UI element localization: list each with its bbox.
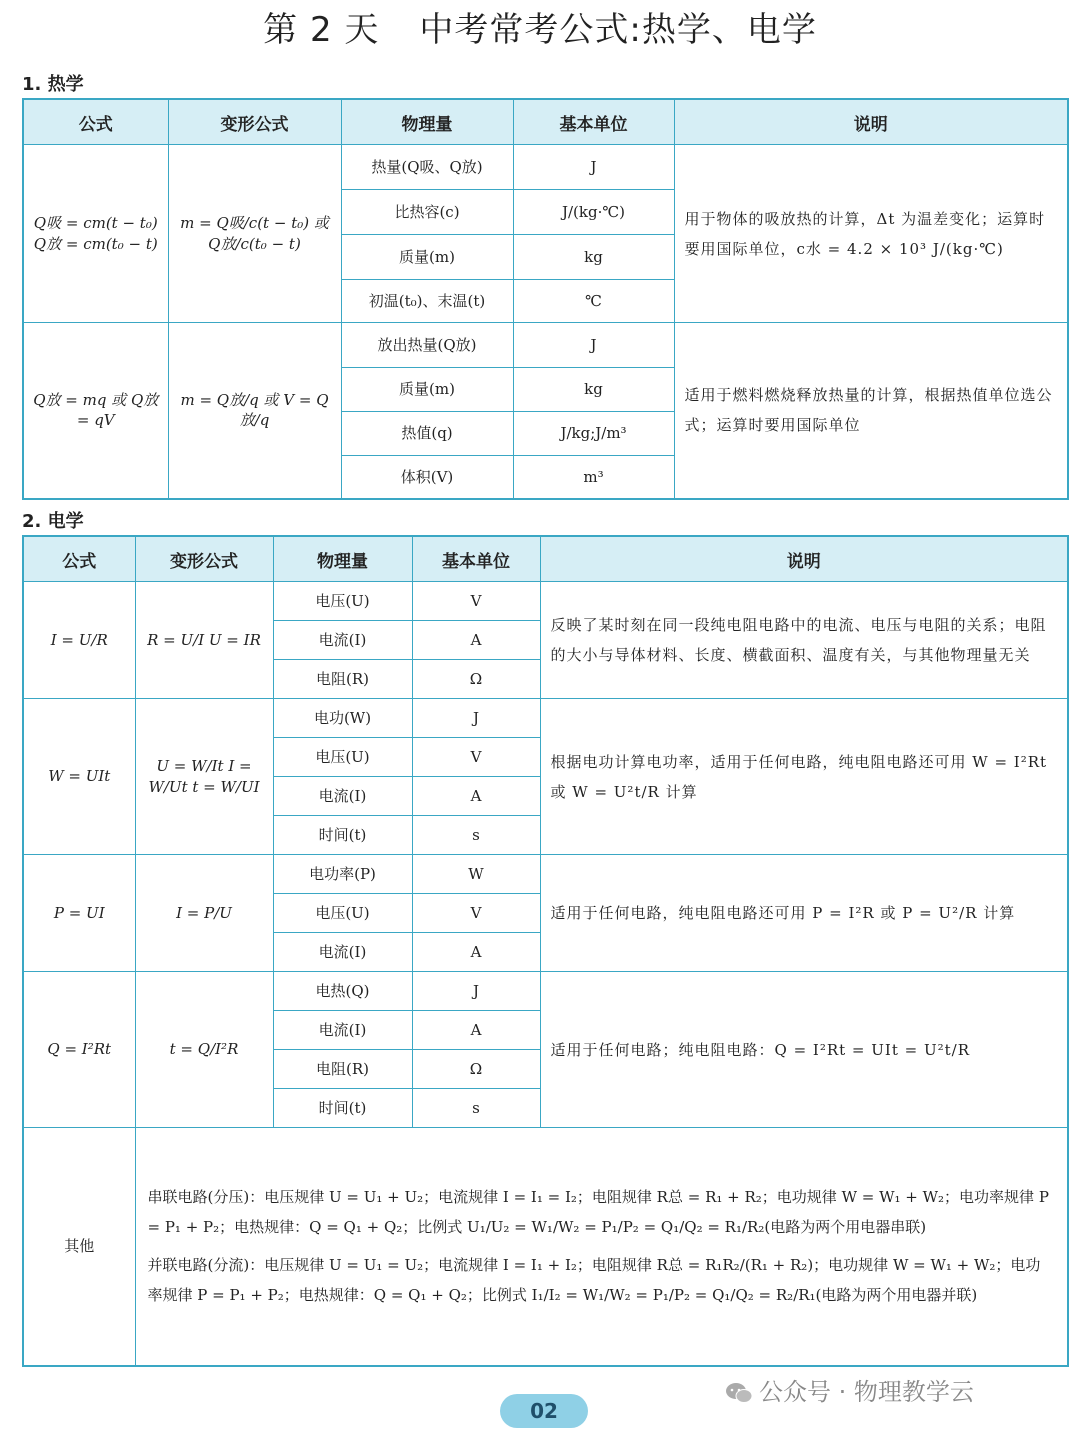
quantity-cell: 电压(U) xyxy=(273,894,412,933)
quantity-cell: 体积(V) xyxy=(341,456,513,499)
quantity-cell: 电阻(R) xyxy=(273,660,412,699)
elec-variant-1: R = U/I U = IR xyxy=(135,582,273,699)
unit-cell: V xyxy=(412,582,540,621)
heat-desc-1: 用于物体的吸放热的计算，Δt 为温差变化；运算时要用国际单位，c水 = 4.2 × 10³ J/(kg·℃) xyxy=(674,145,1068,323)
elec-formula-2: W = UIt xyxy=(23,699,135,855)
elec-header-row xyxy=(23,536,1068,582)
elec-formula-4: Q = I²Rt xyxy=(23,972,135,1128)
unit-cell: kg xyxy=(513,235,674,280)
heat-header-desc: 说明 xyxy=(674,99,1068,145)
section-heat-label: 1. 热学 xyxy=(22,74,84,95)
quantity-cell: 热值(q) xyxy=(341,412,513,456)
heat-desc-2: 适用于燃料燃烧释放热量的计算，根据热值单位选公式；运算时要用国际单位 xyxy=(674,323,1068,499)
title-day: 第 2 天 xyxy=(263,10,380,50)
heat-header-quantity: 物理量 xyxy=(341,99,513,145)
unit-cell: J xyxy=(513,145,674,190)
unit-cell: Ω xyxy=(412,660,540,699)
elec-formula-1: I = U/R xyxy=(23,582,135,699)
series-circuit-rules: 串联电路(分压)：电压规律 U = U₁ + U₂；电流规律 I = I₁ = I₂；电阻规律 R总 = R₁ + R₂；电功规律 W = W₁ + W₂；电功率规律 P = P₁ + P₂；电热规律：Q = Q₁ + Q₂；比例式 U₁/U₂ = W₁/W₂ = P₁/P₂ = Q₁/Q₂ = R₁/R₂(电路为两个用电器串联) xyxy=(147,1188,1049,1237)
section-elec-label: 2. 电学 xyxy=(22,511,84,532)
quantity-cell: 初温(t₀)、末温(t) xyxy=(341,280,513,323)
heat-formula-2: Q放 = mq 或 Q放 = qV xyxy=(23,323,168,499)
quantity-cell: 比热容(c) xyxy=(341,190,513,235)
unit-cell: s xyxy=(412,1089,540,1128)
quantity-cell: 电流(I) xyxy=(273,1011,412,1050)
page-title xyxy=(0,2,1080,51)
quantity-cell: 电热(Q) xyxy=(273,972,412,1011)
elec-desc-4: 适用于任何电路；纯电阻电路：Q = I²Rt = UIt = U²t/R xyxy=(540,972,1068,1128)
unit-cell: A xyxy=(412,621,540,660)
elec-desc-3: 适用于任何电路，纯电阻电路还可用 P = I²R 或 P = U²/R 计算 xyxy=(540,855,1068,972)
table-row xyxy=(23,699,1068,738)
unit-cell: ℃ xyxy=(513,280,674,323)
unit-cell: kg xyxy=(513,368,674,412)
heat-header-row xyxy=(23,99,1068,145)
elec-variant-3: I = P/U xyxy=(135,855,273,972)
heat-header-formula: 公式 xyxy=(23,99,168,145)
heat-table xyxy=(22,98,1069,500)
title-text: 中考常考公式:热学、电学 xyxy=(419,10,817,50)
heat-header-variant: 变形公式 xyxy=(168,99,341,145)
unit-cell: J xyxy=(412,699,540,738)
table-row xyxy=(23,855,1068,894)
unit-cell: J/(kg·℃) xyxy=(513,190,674,235)
heat-variant-2: m = Q放/q 或 V = Q放/q xyxy=(168,323,341,499)
quantity-cell: 电功率(P) xyxy=(273,855,412,894)
elec-desc-1: 反映了某时刻在同一段纯电阻电路中的电流、电压与电阻的关系；电阻的大小与导体材料、长度、横截面积、温度有关，与其他物理量无关 xyxy=(540,582,1068,699)
unit-cell: s xyxy=(412,816,540,855)
watermark-text: 公众号 · 物理教学云 xyxy=(759,1378,974,1406)
table-row xyxy=(23,145,1068,190)
quantity-cell: 时间(t) xyxy=(273,816,412,855)
unit-cell: J/kg;J/m³ xyxy=(513,412,674,456)
heat-variant-1: m = Q吸/c(t − t₀) 或 Q放/c(t₀ − t) xyxy=(168,145,341,323)
elec-header-desc: 说明 xyxy=(540,536,1068,582)
table-row xyxy=(23,1128,1068,1366)
table-row xyxy=(23,582,1068,621)
page-number: 02 xyxy=(500,1394,588,1428)
heat-formula-1: Q吸 = cm(t − t₀) Q放 = cm(t₀ − t) xyxy=(23,145,168,323)
unit-cell: A xyxy=(412,777,540,816)
unit-cell: V xyxy=(412,738,540,777)
unit-cell: V xyxy=(412,894,540,933)
unit-cell: W xyxy=(412,855,540,894)
quantity-cell: 热量(Q吸、Q放) xyxy=(341,145,513,190)
quantity-cell: 电流(I) xyxy=(273,933,412,972)
wechat-icon xyxy=(725,1382,753,1404)
watermark xyxy=(725,1372,974,1407)
unit-cell: J xyxy=(412,972,540,1011)
elec-header-unit: 基本单位 xyxy=(412,536,540,582)
quantity-cell: 电阻(R) xyxy=(273,1050,412,1089)
quantity-cell: 质量(m) xyxy=(341,235,513,280)
unit-cell: m³ xyxy=(513,456,674,499)
other-label: 其他 xyxy=(23,1128,135,1366)
parallel-circuit-rules: 并联电路(分流)：电压规律 U = U₁ = U₂；电流规律 I = I₁ + I₂；电阻规律 R总 = R₁R₂/(R₁ + R₂)；电功规律 W = W₁ + W₂；电功率规律 P = P₁ + P₂；电热规律：Q = Q₁ + Q₂；比例式 I₁/I₂ = W₁/W₂ = P₁/P₂ = Q₁/Q₂ = R₂/R₁(电路为两个用电器并联) xyxy=(147,1256,1041,1305)
quantity-cell: 质量(m) xyxy=(341,368,513,412)
unit-cell: Ω xyxy=(412,1050,540,1089)
unit-cell: J xyxy=(513,323,674,368)
heat-header-unit: 基本单位 xyxy=(513,99,674,145)
quantity-cell: 放出热量(Q放) xyxy=(341,323,513,368)
elec-table xyxy=(22,535,1069,1367)
quantity-cell: 电压(U) xyxy=(273,738,412,777)
elec-variant-2: U = W/It I = W/Ut t = W/UI xyxy=(135,699,273,855)
elec-formula-3: P = UI xyxy=(23,855,135,972)
quantity-cell: 电流(I) xyxy=(273,621,412,660)
elec-desc-2: 根据电功计算电功率，适用于任何电路，纯电阻电路还可用 W = I²Rt 或 W = U²t/R 计算 xyxy=(540,699,1068,855)
other-content xyxy=(135,1128,1068,1366)
quantity-cell: 时间(t) xyxy=(273,1089,412,1128)
elec-header-formula: 公式 xyxy=(23,536,135,582)
elec-header-quantity: 物理量 xyxy=(273,536,412,582)
table-row xyxy=(23,323,1068,368)
unit-cell: A xyxy=(412,933,540,972)
quantity-cell: 电压(U) xyxy=(273,582,412,621)
elec-header-variant: 变形公式 xyxy=(135,536,273,582)
quantity-cell: 电流(I) xyxy=(273,777,412,816)
elec-variant-4: t = Q/I²R xyxy=(135,972,273,1128)
unit-cell: A xyxy=(412,1011,540,1050)
quantity-cell: 电功(W) xyxy=(273,699,412,738)
table-row xyxy=(23,972,1068,1011)
